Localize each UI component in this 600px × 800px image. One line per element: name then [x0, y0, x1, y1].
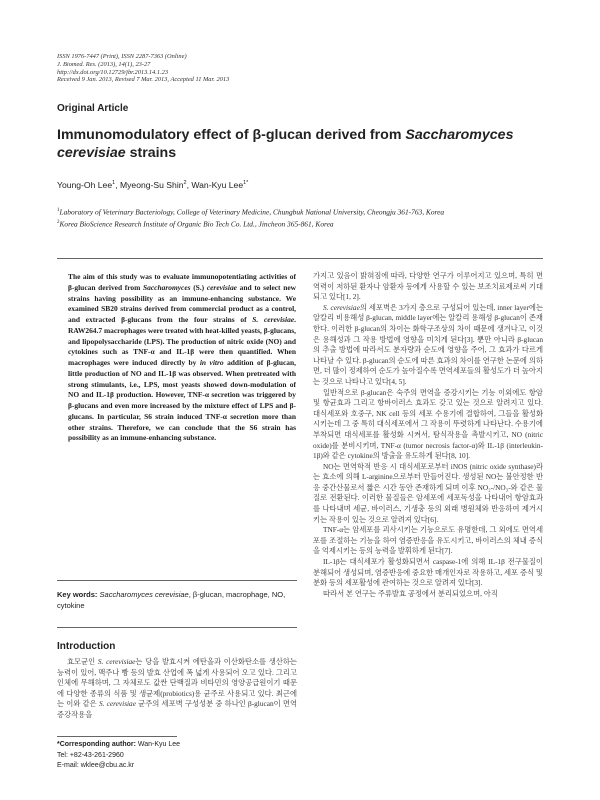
abstract-seg: in vitro — [199, 358, 224, 367]
right-paragraph-0: 가지고 있음이 밝혀짐에 따라, 다양한 연구가 이루어지고 있으며, 특히 면역력이 저하된 환자나 암환자 등에게 사용할 수 있는 보조치료제로써 기대되고 있다[1, 2]. — [313, 271, 543, 302]
abstract-seg: Saccharomyces — [143, 282, 191, 292]
right-paragraph-5: IL-1β는 대식세포가 활성화되면서 caspase-1에 의해 IL-1β 전구물질이 분해되어 생성되며, 염증반응에 중요한 매개인자로 작용하고, 세포 증식 및 분화 등의 세포활성에 관여하는 것으로 알려져 있다[3]. — [313, 557, 543, 588]
abstract-seg: The aim of this study was to evaluate immunopotentiating activities of β-glucan derived from — [68, 272, 296, 292]
journal-citation: J. Biomed. Res. (2013), 14(1), 23-27 — [57, 60, 151, 68]
paper-title — [57, 127, 557, 162]
abstract-seg: S. cerevisiae — [252, 315, 295, 324]
corresponding-label: *Corresponding author: — [57, 741, 136, 748]
abstract-seg: cerevisiae — [206, 282, 237, 292]
title-species: Saccharomyces cerevisiae — [57, 127, 514, 161]
corresponding-email[interactable]: E-mail: wklee@cbu.ac.kr — [57, 762, 135, 769]
affiliation-2 — [57, 218, 552, 230]
keywords — [57, 589, 297, 611]
author-list: Young-Oh Lee$^1$, Myeong-Su Shin$^2$, Wan-Kyu Lee$^{1*}$ — [57, 180, 249, 190]
title-part1: Immunomodulatory effect of β-glucan derived from — [57, 127, 406, 143]
intro-seg: 는 당을 발효시켜 에탄올과 이산화탄소를 생산하는 능력이 있어, 맥주나 빵 등의 발효 산업에 폭 넓게 사용되어 오고 있다. 그리고 인체에 무해하며, 그 자체로도 값싼 단백질과 비타민의 영양공급원이기 때문에 다양한 종류의 식품 및 생균제(probiotics)용 균주로 사용되고 있다. 최근에는 이와 같은 — [57, 657, 297, 709]
abstract-seg: and to select new strains having possibility as an immune-enhancing substance. We examined SB20 strains derived from commercial product as a control, and extracted β-glucans from the four strains of — [68, 282, 297, 324]
intro-seg: 효모균인 — [67, 657, 98, 666]
intro-seg: 균주의 세포벽 구성성분 중 하나인 β-glucan이 면역증강작용을 — [57, 699, 297, 719]
right-paragraph-3: NO는 면역학적 반응 시 대식세포로부터 iNOS (nitric oxide synthase)라는 효소에 의해 L-arginine으로부터 만들어진다. 생성된 NO는 불안정한 반응 중간산물로서 짧은 시간 동안 존재하게 되며 이후 NO₂-/NO₃-와 같은 물질로 전환된다. 이러한 물질들은 암세포에 세포독성을 나타내어 항암효과를 나타내며 세균, 바이러스, 기생충 등의 외래 병원체와 반응하여 제거시키는 작용이 있는 것으로 알려져 있다[6]. — [313, 461, 543, 524]
abstract-seg: addition of β-glucan, little production of NO and IL-1β was observed. When pretreated with strong stimulants, i.e., LPS, most yeasts showed down-modulation of NO and IL-1β production. However, TNF-α secretion was triggered by β-glucans and even more increased by the mixture effect of LPS and β-glucans. In particular, S6 strain induced TNF-α secretion more than other strains. Therefore, we can conclude that the S6 strain has possibility as an immune-enhancing substance. — [68, 358, 297, 443]
journal-meta — [57, 53, 457, 84]
right-paragraph-4: TNF-α는 암세포를 괴사시키는 기능으로도 유명한데, 그 외에도 면역세포를 조절하는 기능을 하여 염증반응을 유도시키고, 바이러스의 체내 증식을 억제시키는 등의 능력을 발휘하게 된다[7]. — [313, 525, 543, 556]
introduction-text — [57, 657, 297, 721]
received-dates: Received 9 Jan. 2013, Revised 7 Mar. 2013, Accepted 11 Mar. 2013 — [57, 76, 230, 84]
abstract — [68, 272, 296, 444]
abstract-seg: . RAW264.7 macrophages were treated with heat-killed yeasts, β-glucans, and lipopolysaccharide (LPS). The production of nitric oxide (NO) and cytokines such as TNF-α and IL-1β were then quantified. When macrophages were induced directly by — [68, 315, 296, 367]
section-heading-introduction: Introduction — [57, 641, 116, 652]
author-2: Myeong-Su Shin — [119, 180, 184, 190]
corresponding-author — [57, 740, 297, 772]
affiliation-2-text: Korea BioScience Research Institute of Organic Bio Tech Co. Ltd., Jincheon 365-861, Korea — [59, 219, 334, 229]
abstract-divider — [57, 580, 297, 581]
author-1: Young-Oh Lee — [57, 180, 113, 190]
author-3: Wan-Kyu Lee — [191, 180, 244, 190]
affiliation-2-sup: 2 — [57, 220, 60, 226]
corresponding-tel: Tel: +82-43-261-2960 — [57, 751, 124, 759]
intro-paragraph — [57, 657, 297, 721]
intro-seg: S. cerevisiae — [98, 699, 136, 709]
title-part2: strains — [125, 144, 177, 161]
keywords-rest: , β-glucan, macrophage, NO, cytokine — [57, 590, 286, 610]
keywords-label: Key words: — [57, 590, 98, 599]
right-paragraph-2: 일반적으로 β-glucan은 숙주의 면역을 증강시키는 기능 이외에도 항암 및 항균효과 그리고 항바이러스 효과도 갖고 있는 것으로 알려지고 있다. 대식세포와 호중구, NK cell 등의 세포 수용기에 결합하여, 그들을 활성화시키는데 그 중 특히 대식세포에서 그 작용이 뚜렷하게 나타난다. 수용기에 부착되면 대식세포를 활성화 시켜서, 탐식작용을 촉발시키고, NO (nitric oxide)를 분비시키며, TNF-α (tumor necrosis factor-α)와 IL-1β (interleukin-1β)와 같은 cytokine의 방출을 유도하게 된다[8, 10]. — [313, 387, 543, 461]
right-paragraph-6: 따라서 본 연구는 주류발효 공정에서 분리되었으며, 아직 — [323, 588, 498, 598]
author-1-sup: 1 — [112, 180, 116, 187]
keywords-divider — [57, 627, 297, 628]
affiliation-1-text: Laboratory of Veterinary Bacteriology, College of Veterinary Medicine, Chungbuk National University, Cheongju 361-763, Korea — [59, 207, 445, 217]
right-paragraph-1 — [313, 303, 543, 388]
affiliation-1 — [57, 206, 552, 218]
corresponding-line — [57, 740, 297, 751]
right-column-text — [313, 271, 543, 599]
header-divider — [57, 258, 543, 259]
affiliations — [57, 206, 552, 230]
author-2-sup: 2 — [183, 180, 187, 187]
right-seg: S. cerevisiae — [323, 302, 360, 312]
affiliation-1-sup: 1 — [57, 208, 60, 213]
doi-link[interactable]: http://dx.doi.org/10.12729/jbr.2013.14.1.23 — [57, 68, 169, 76]
issn-line: ISSN 1976-7447 (Print), ISSN 2287-7363 (Online) — [57, 53, 187, 60]
abstract-seg: (S.) — [190, 282, 207, 292]
corresponding-name: Wan-Kyu Lee — [135, 741, 181, 748]
article-type: Original Article — [57, 103, 129, 114]
right-seg: 의 세포벽은 3가지 층으로 구성되어 있는데, inner layer에는 알칼리 비용해성 β-glucan, middle layer에는 알칼리 용해성 β-glucan이 존재한다. 이러한 β-glucan의 차이는 화학구조상의 차이 때문에 생겨나고, 이것은 용해성과 그 작용 방법에 영향을 미치게 된다[3]. 뿐만 아니라 β-glucan의 추출 방법에 따라서도 분자량과 순도에 영향을 주어, 그 효과가 다르게 나타날 수 있다. β-glucan의 순도에 따른 효과의 차이를 연구한 논문에 의하면, 더 많이 정제하여 순도가 높아질수록 면역세포들의 활성도가 더 높아지는 것으로 나타나고 있다[4, 5]. — [313, 302, 543, 386]
intro-seg: S. cerevisiae — [97, 657, 136, 666]
author-3-sup: 1* — [243, 180, 249, 187]
keyword-species: Saccharomyces cerevisiae — [99, 590, 189, 599]
footnote-divider — [57, 736, 177, 737]
